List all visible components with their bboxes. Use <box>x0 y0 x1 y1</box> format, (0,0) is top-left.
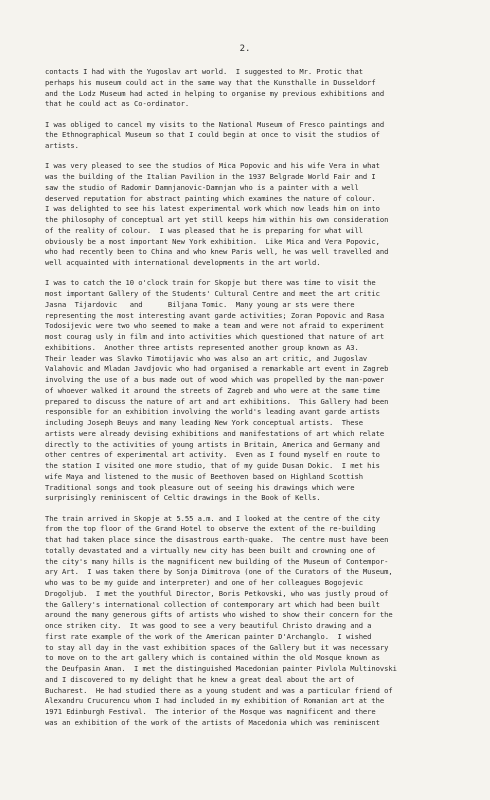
paragraph <box>45 514 475 729</box>
text-line: that had taken place since the disastrous earth-quake. The centre must have been <box>45 535 389 544</box>
text-line: most courag usly in film and into activities which questioned that nature of art <box>45 332 385 341</box>
text-line: The train arrived in Skopje at 5.55 a.m. and I looked at the centre of the city <box>45 513 380 523</box>
text-line: perhaps his museum could act in the same way that the Kunsthalle in Dusseldorf <box>45 77 376 87</box>
text-line: ary Art. I was taken there by Sonja Dimitrova (one of the Curators of the Museum, <box>45 567 393 577</box>
text-line: from the top floor of the Grand Hotel to observe the extent of the re-building <box>45 524 376 534</box>
text-line: prepared to discuss the nature of art and art exhibitions. This Gallery had been <box>45 396 389 406</box>
page-number: 2. <box>239 44 251 54</box>
text-line: the station I visited one more studio, that of my guide Dusan Dokic. I met his <box>45 461 380 470</box>
text-line: representing the most interesting avant garde activities; Zoran Popovic and Rasa <box>45 310 385 320</box>
text-line: and the Lodz Museum had acted in helping to organise my previous exhibitions and <box>45 88 385 98</box>
paragraph <box>45 120 475 152</box>
text-line: to move on to the art gallery which is contained within the old Mosque known as <box>45 653 380 663</box>
text-line: artists. <box>45 141 79 150</box>
text-line: the city's many hills is the magnificent new building of the Museum of Contempor- <box>45 556 389 566</box>
text-line: I was delighted to see his latest experimental work which now leads him on into <box>45 204 380 214</box>
text-line: to stay all day in the vast exhibition spaces of the Gallery but it was necessary <box>45 642 389 652</box>
text-line: Jasna Tijardovic and Biljana Tomic. Many young ar sts were there <box>45 299 355 309</box>
text-line: Bucharest. He had studied there as a young student and was a particular friend of <box>45 685 393 695</box>
text-line: Alexandru Crucurencu whom I had included in my exhibition of Romanian art at the <box>45 696 385 706</box>
text-line: Drogoljub. I met the youthful Director, Boris Petkovski, who was justly proud of <box>45 588 389 598</box>
text-line: involving the use of a bus made out of wood which was propelled by the man-power <box>45 375 385 384</box>
text-line: most important Gallery of the Students' Cultural Centre and meet the art critic <box>45 289 380 298</box>
paragraph <box>45 67 475 110</box>
text-line: Valahovic and Mladan Javdjovic who had organised a remarkable art event in Zagreb <box>45 364 389 374</box>
text-line: obviously be a most important New York exhibition. Like Mica and Vera Popovic, <box>45 236 380 246</box>
paragraph <box>45 161 475 269</box>
text-line: totally devastated and a virtually new city has been built and crowning one of <box>45 545 376 555</box>
text-line: the Gallery's international collection of contemporary art which had been built <box>45 599 380 609</box>
text-line: Traditional songs and took pleasure out of seeing his drawings which were <box>45 482 355 492</box>
text-line: the Ethnographical Museum so that I could begin at once to visit the studios of <box>45 130 380 140</box>
text-line: including Joseph Beuys and many leading New York conceptual artists. These <box>45 418 363 427</box>
text-line: surprisingly reminiscent of Celtic drawings in the Book of Kells. <box>45 493 321 503</box>
text-line: well acquainted with international developments in the art world. <box>45 258 321 267</box>
text-line: first rate example of the work of the American painter D'Archanglo. I wished <box>45 631 372 641</box>
text-line: saw the studio of Radomir Damnjanovic-Damnjan who is a painter with a well <box>45 182 359 192</box>
text-line: that he could act as Co-ordinator. <box>45 99 190 109</box>
text-line: directly to the activities of young artists in Britain, America and Germany and <box>45 439 380 449</box>
text-line: contacts I had with the Yugoslav art world. I suggested to Mr. Protic that <box>45 67 363 76</box>
document-body <box>45 67 475 738</box>
text-line: around the many generous gifts of artists who wished to show their concern for the <box>45 610 393 620</box>
text-line: wife Maya and listened to the music of Beethoven based on Highland Scottish <box>45 471 363 481</box>
text-line: Todosijevic were two who seemed to make a team and were not afraid to experiment <box>45 321 385 331</box>
text-line: other centres of experimental art activity. Even as I found myself en route to <box>45 450 380 460</box>
text-line: the philosophy of conceptual art yet still keeps him within his own consideration <box>45 215 389 224</box>
text-line: deserved reputation for abstract painting which examines the nature of colour. <box>45 193 376 203</box>
text-line: who had recently been to China and who knew Paris well, he was well travelled and <box>45 247 389 257</box>
text-line: I was obliged to cancel my visits to the National Museum of Fresco paintings and <box>45 119 385 129</box>
text-line: exhibitions. Another three artists represented another group known as A3. <box>45 342 359 352</box>
text-line: the Deufpasin Aman. I met the distinguished Macedonian painter Pivlola Multinovski <box>45 664 397 673</box>
text-line: 1971 Edinburgh Festival. The interior of the Mosque was magnificent and there <box>45 707 376 716</box>
text-line: responsible for an exhibition involving the world's leading avant garde artists <box>45 407 380 417</box>
text-line: I was to catch the 10 o'clock train for Skopje but there was time to visit the <box>45 278 376 288</box>
text-line: and I discovered to my delight that he knew a great deal about the art of <box>45 674 355 684</box>
text-line: artists were already devising exhibitions and manifestations of art which relate <box>45 428 385 438</box>
text-line: once striken city. It was good to see a very beautiful Christo drawing and a <box>45 621 372 630</box>
text-line: was an exhibition of the work of the artists of Macedonia which was reminiscent <box>45 717 380 727</box>
text-line: of the reality of colour. I was pleased that he is preparing for what will <box>45 225 363 235</box>
text-line: who was to be my guide and interpreter) and one of her colleagues Bogojevic <box>45 578 363 587</box>
text-line: I was very pleased to see the studios of Mica Popovic and his wife Vera in what <box>45 161 380 171</box>
text-line: of whoever walked it around the streets of Zagreb and who were at the same time <box>45 385 380 395</box>
text-line: Their leader was Slavko Timotijavic who was also an art critic, and Jugoslav <box>45 353 368 363</box>
text-line: was the building of the Italian Pavilion in the 1937 Belgrade World Fair and I <box>45 172 376 181</box>
paragraph <box>45 278 475 504</box>
